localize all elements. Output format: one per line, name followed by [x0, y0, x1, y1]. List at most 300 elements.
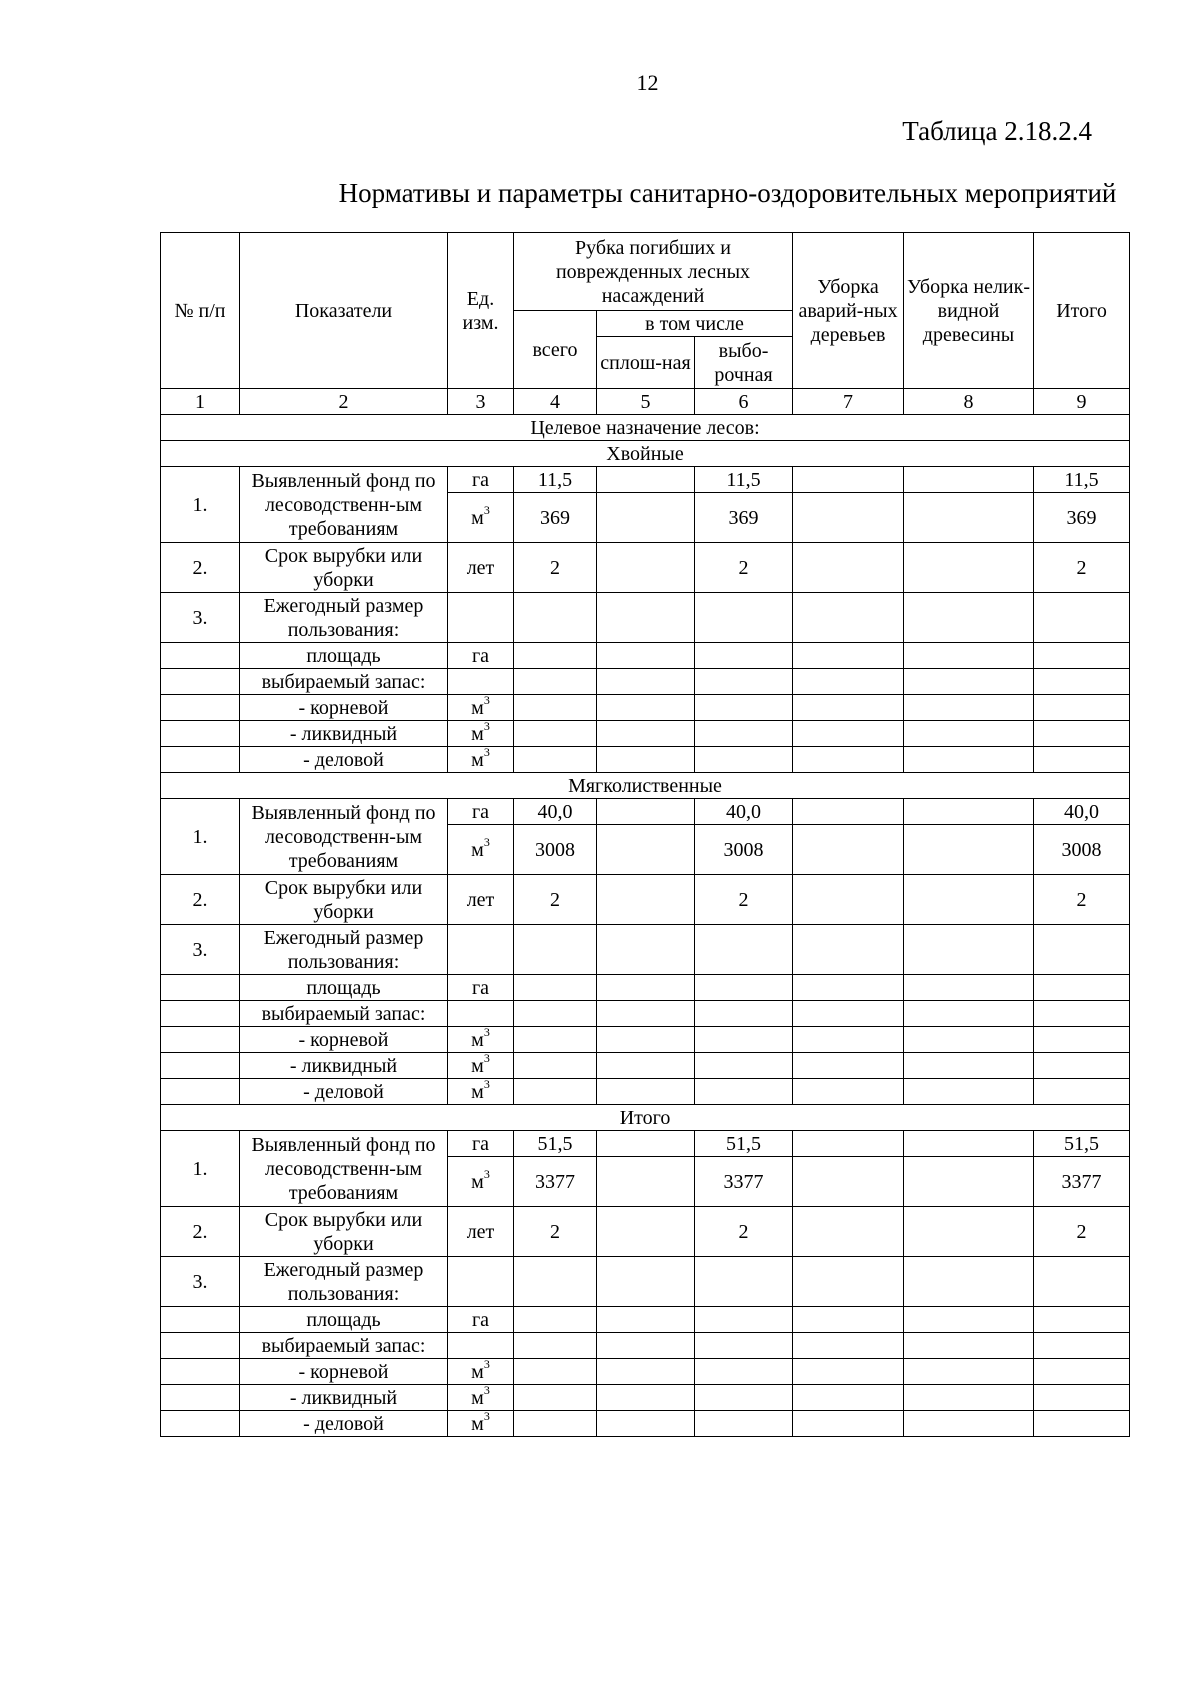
empty-cell: [904, 925, 1034, 975]
unit-m: м: [471, 722, 484, 745]
column-number: 4: [514, 389, 597, 415]
unit-cell: [448, 1382, 514, 1411]
unit-m: м: [471, 1170, 484, 1193]
header-clear: сплош-ная: [597, 337, 695, 389]
empty-cell: [514, 669, 597, 695]
unit-m: м: [471, 838, 484, 861]
empty-cell: [695, 1307, 793, 1333]
table-row: [161, 925, 1130, 975]
empty-cell: [161, 747, 240, 773]
empty-cell: [161, 1385, 240, 1411]
column-number: 3: [448, 389, 514, 415]
empty-cell: [597, 1207, 695, 1257]
empty-cell: [448, 1001, 514, 1027]
empty-cell: [597, 875, 695, 925]
header-nonliquid: Уборка нелик-видной древесины: [904, 233, 1034, 389]
unit-cell: [448, 1050, 514, 1079]
empty-cell: [1034, 593, 1130, 643]
empty-cell: [904, 1385, 1034, 1411]
indicator-label: Ежегодный размер пользования:: [240, 1257, 448, 1307]
header-indicators: Показатели: [240, 233, 448, 389]
empty-cell: [448, 669, 514, 695]
empty-cell: [695, 643, 793, 669]
empty-cell: [161, 1411, 240, 1437]
section-header: Итого: [161, 1105, 1130, 1131]
empty-cell: [597, 643, 695, 669]
unit-cell: [448, 1024, 514, 1053]
empty-cell: [904, 975, 1034, 1001]
empty-cell: [597, 1053, 695, 1079]
value-cell: 11,5: [695, 467, 793, 493]
value-cell: 3008: [1034, 825, 1130, 875]
table-row: [161, 695, 1130, 721]
column-number: 2: [240, 389, 448, 415]
unit-cell: [448, 1408, 514, 1437]
table-row: [161, 1079, 1130, 1105]
row-number: 1.: [161, 799, 240, 875]
value-cell: 40,0: [1034, 799, 1130, 825]
unit-m: м: [471, 696, 484, 719]
empty-cell: [514, 593, 597, 643]
table-row: [161, 1307, 1130, 1333]
value-cell: 2: [514, 543, 597, 593]
empty-cell: [161, 1079, 240, 1105]
empty-cell: [1034, 975, 1130, 1001]
empty-cell: [597, 1157, 695, 1207]
empty-cell: [1034, 1359, 1130, 1385]
empty-cell: [1034, 1001, 1130, 1027]
column-number: 5: [597, 389, 695, 415]
column-number: 7: [793, 389, 904, 415]
empty-cell: [597, 799, 695, 825]
empty-cell: [161, 975, 240, 1001]
indicator-label: площадь: [240, 643, 448, 669]
empty-cell: [1034, 721, 1130, 747]
empty-cell: [1034, 1027, 1130, 1053]
empty-cell: [695, 721, 793, 747]
empty-cell: [597, 1385, 695, 1411]
indicator-label: Срок вырубки или уборки: [240, 875, 448, 925]
value-cell: 40,0: [695, 799, 793, 825]
empty-cell: [904, 1207, 1034, 1257]
unit-cell: [448, 744, 514, 773]
empty-cell: [793, 695, 904, 721]
empty-cell: [695, 695, 793, 721]
unit-superscript: 3: [483, 718, 490, 733]
empty-cell: [597, 543, 695, 593]
indicator-label: - деловой: [240, 747, 448, 773]
empty-cell: [793, 1131, 904, 1157]
empty-cell: [514, 1385, 597, 1411]
table-row: [161, 669, 1130, 695]
empty-cell: [695, 1027, 793, 1053]
empty-cell: [514, 1079, 597, 1105]
empty-cell: [514, 1053, 597, 1079]
empty-cell: [1034, 1053, 1130, 1079]
table-row: [161, 1257, 1130, 1307]
header-selective: выбо-рочная: [695, 337, 793, 389]
empty-cell: [904, 1333, 1034, 1359]
column-number: 6: [695, 389, 793, 415]
unit-m: м: [471, 748, 484, 771]
unit-superscript: 3: [483, 1050, 490, 1065]
empty-cell: [793, 1385, 904, 1411]
value-cell: 2: [1034, 1207, 1130, 1257]
empty-cell: [904, 643, 1034, 669]
unit-superscript: 3: [483, 834, 490, 849]
empty-cell: [161, 1359, 240, 1385]
unit-m: м: [471, 1028, 484, 1051]
header-including: в том числе: [597, 311, 793, 337]
empty-cell: [793, 593, 904, 643]
empty-cell: [161, 669, 240, 695]
row-number: 3.: [161, 925, 240, 975]
indicator-label: Ежегодный размер пользования:: [240, 925, 448, 975]
empty-cell: [904, 825, 1034, 875]
unit-superscript: 3: [483, 692, 490, 707]
empty-cell: [904, 799, 1034, 825]
table-row: [161, 643, 1130, 669]
empty-cell: [514, 643, 597, 669]
empty-cell: [1034, 1307, 1130, 1333]
empty-cell: [514, 695, 597, 721]
table-row: [161, 747, 1130, 773]
empty-cell: [161, 643, 240, 669]
indicator-label: выбираемый запас:: [240, 1333, 448, 1359]
empty-cell: [904, 695, 1034, 721]
unit-m: м: [471, 1054, 484, 1077]
value-cell: 2: [1034, 875, 1130, 925]
norms-table: [160, 232, 1130, 1437]
empty-cell: [695, 1359, 793, 1385]
indicator-label: Ежегодный размер пользования:: [240, 593, 448, 643]
value-cell: 2: [695, 543, 793, 593]
indicator-label: - корневой: [240, 1027, 448, 1053]
empty-cell: [597, 721, 695, 747]
empty-cell: [793, 1307, 904, 1333]
empty-cell: [597, 669, 695, 695]
empty-cell: [161, 695, 240, 721]
empty-cell: [904, 1027, 1034, 1053]
row-number: 1.: [161, 1131, 240, 1207]
empty-cell: [793, 721, 904, 747]
empty-cell: [904, 543, 1034, 593]
empty-cell: [793, 799, 904, 825]
empty-cell: [793, 1359, 904, 1385]
row-number: 2.: [161, 1207, 240, 1257]
indicator-label: Срок вырубки или уборки: [240, 1207, 448, 1257]
empty-cell: [597, 975, 695, 1001]
unit-superscript: 3: [483, 1382, 490, 1397]
empty-cell: [597, 1131, 695, 1157]
indicator-label: - деловой: [240, 1411, 448, 1437]
empty-cell: [904, 1131, 1034, 1157]
value-cell: 51,5: [514, 1131, 597, 1157]
empty-cell: [514, 1307, 597, 1333]
indicator-label: - корневой: [240, 1359, 448, 1385]
unit-cell: лет: [448, 875, 514, 925]
unit-superscript: 3: [483, 502, 490, 517]
empty-cell: [514, 1411, 597, 1437]
unit-cell: лет: [448, 1207, 514, 1257]
section-header: Мягколиственные: [161, 773, 1130, 799]
column-number: 8: [904, 389, 1034, 415]
indicator-label: - корневой: [240, 695, 448, 721]
unit-cell: га: [448, 467, 514, 493]
empty-cell: [695, 1079, 793, 1105]
table-row: [161, 721, 1130, 747]
unit-superscript: 3: [483, 1356, 490, 1371]
table-row: [161, 543, 1130, 593]
row-number: 3.: [161, 1257, 240, 1307]
empty-cell: [448, 1333, 514, 1359]
empty-cell: [597, 925, 695, 975]
value-cell: 369: [695, 493, 793, 543]
empty-cell: [793, 1001, 904, 1027]
indicator-label: выбираемый запас:: [240, 669, 448, 695]
empty-cell: [695, 1053, 793, 1079]
unit-cell: лет: [448, 543, 514, 593]
unit-m: м: [471, 1360, 484, 1383]
empty-cell: [514, 721, 597, 747]
empty-cell: [597, 1079, 695, 1105]
empty-cell: [904, 467, 1034, 493]
unit-cell: [448, 718, 514, 747]
empty-cell: [695, 593, 793, 643]
empty-cell: [597, 747, 695, 773]
empty-cell: [695, 669, 793, 695]
table-row: [161, 1027, 1130, 1053]
value-cell: 3377: [695, 1157, 793, 1207]
empty-cell: [161, 1027, 240, 1053]
table-row: [161, 1105, 1130, 1131]
empty-cell: [448, 1257, 514, 1307]
page-number: 12: [636, 70, 659, 95]
empty-cell: [793, 925, 904, 975]
value-cell: 3377: [514, 1157, 597, 1207]
empty-cell: [1034, 643, 1130, 669]
value-cell: 40,0: [514, 799, 597, 825]
empty-cell: [597, 593, 695, 643]
empty-cell: [793, 669, 904, 695]
empty-cell: [1034, 1079, 1130, 1105]
empty-cell: [793, 1411, 904, 1437]
empty-cell: [161, 1333, 240, 1359]
unit-superscript: 3: [483, 1024, 490, 1039]
table-row: [161, 467, 1130, 493]
empty-cell: [1034, 1411, 1130, 1437]
empty-cell: [793, 875, 904, 925]
empty-cell: [793, 467, 904, 493]
table-row: [161, 875, 1130, 925]
header-num: № п/п: [161, 233, 240, 389]
empty-cell: [514, 1257, 597, 1307]
unit-m: м: [471, 1080, 484, 1103]
unit-cell: [448, 692, 514, 721]
header-unit: Ед. изм.: [448, 233, 514, 389]
table-row: [161, 1131, 1130, 1157]
empty-cell: [904, 1157, 1034, 1207]
empty-cell: [514, 925, 597, 975]
empty-cell: [695, 1257, 793, 1307]
indicator-label: Выявленный фонд по лесоводственн-ым требованиям: [240, 799, 448, 875]
empty-cell: [904, 1053, 1034, 1079]
empty-cell: [904, 875, 1034, 925]
unit-cell: [448, 1356, 514, 1385]
table-row: [161, 1333, 1130, 1359]
empty-cell: [597, 695, 695, 721]
value-cell: 369: [514, 493, 597, 543]
empty-cell: [904, 1079, 1034, 1105]
empty-cell: [904, 1359, 1034, 1385]
table-row: [161, 1385, 1130, 1411]
empty-cell: [1034, 747, 1130, 773]
column-number: 1: [161, 389, 240, 415]
empty-cell: [695, 1001, 793, 1027]
column-number: 9: [1034, 389, 1130, 415]
empty-cell: [793, 643, 904, 669]
empty-cell: [904, 1411, 1034, 1437]
table-label: Таблица 2.18.2.4: [902, 116, 1092, 146]
row-number: 2.: [161, 875, 240, 925]
empty-cell: [904, 1001, 1034, 1027]
empty-cell: [904, 493, 1034, 543]
empty-cell: [904, 747, 1034, 773]
unit-superscript: 3: [483, 1166, 490, 1181]
value-cell: 2: [514, 1207, 597, 1257]
unit-cell: [448, 1157, 514, 1207]
indicator-label: - ликвидный: [240, 721, 448, 747]
value-cell: 3008: [695, 825, 793, 875]
empty-cell: [161, 721, 240, 747]
page-title: Нормативы и параметры санитарно-оздоровительных мероприятий: [338, 178, 1117, 208]
empty-cell: [161, 1307, 240, 1333]
indicator-label: площадь: [240, 975, 448, 1001]
empty-cell: [904, 1307, 1034, 1333]
empty-cell: [793, 1207, 904, 1257]
empty-cell: [793, 1027, 904, 1053]
empty-cell: [597, 825, 695, 875]
indicator-label: площадь: [240, 1307, 448, 1333]
row-number: 1.: [161, 467, 240, 543]
empty-cell: [597, 467, 695, 493]
empty-cell: [1034, 695, 1130, 721]
unit-superscript: 3: [483, 1076, 490, 1091]
indicator-label: выбираемый запас:: [240, 1001, 448, 1027]
empty-cell: [448, 925, 514, 975]
empty-cell: [597, 1333, 695, 1359]
value-cell: 11,5: [1034, 467, 1130, 493]
unit-m: м: [471, 506, 484, 529]
empty-cell: [904, 669, 1034, 695]
table-row: [161, 1001, 1130, 1027]
empty-cell: [793, 1333, 904, 1359]
empty-cell: [793, 543, 904, 593]
empty-cell: [695, 975, 793, 1001]
unit-superscript: 3: [483, 1408, 490, 1423]
row-number: 2.: [161, 543, 240, 593]
empty-cell: [597, 1411, 695, 1437]
value-cell: 51,5: [1034, 1131, 1130, 1157]
empty-cell: [448, 593, 514, 643]
empty-cell: [793, 493, 904, 543]
empty-cell: [793, 747, 904, 773]
empty-cell: [514, 1027, 597, 1053]
column-numbers-row: [161, 389, 1130, 415]
header-emergency: Уборка аварий-ных деревьев: [793, 233, 904, 389]
empty-cell: [695, 925, 793, 975]
unit-m: м: [471, 1386, 484, 1409]
empty-cell: [695, 1385, 793, 1411]
table-row: [161, 799, 1130, 825]
empty-cell: [597, 1359, 695, 1385]
unit-cell: га: [448, 1307, 514, 1333]
empty-cell: [793, 1257, 904, 1307]
unit-cell: га: [448, 643, 514, 669]
empty-cell: [1034, 669, 1130, 695]
value-cell: 2: [1034, 543, 1130, 593]
empty-cell: [695, 747, 793, 773]
indicator-label: Выявленный фонд по лесоводственн-ым требованиям: [240, 1131, 448, 1207]
unit-cell: [448, 493, 514, 543]
empty-cell: [793, 825, 904, 875]
empty-cell: [514, 1333, 597, 1359]
unit-superscript: 3: [483, 744, 490, 759]
empty-cell: [904, 593, 1034, 643]
empty-cell: [793, 1079, 904, 1105]
table-row: [161, 1359, 1130, 1385]
unit-cell: га: [448, 1131, 514, 1157]
header-felling: Рубка погибших и поврежденных лесных насаждений: [514, 233, 793, 311]
empty-cell: [161, 1053, 240, 1079]
empty-cell: [904, 1257, 1034, 1307]
empty-cell: [597, 1257, 695, 1307]
row-number: 3.: [161, 593, 240, 643]
indicator-label: - деловой: [240, 1079, 448, 1105]
empty-cell: [1034, 925, 1130, 975]
section-header: Хвойные: [161, 441, 1130, 467]
indicator-label: - ликвидный: [240, 1053, 448, 1079]
indicator-label: Выявленный фонд по лесоводственн-ым требованиям: [240, 467, 448, 543]
empty-cell: [161, 1001, 240, 1027]
value-cell: 11,5: [514, 467, 597, 493]
indicator-label: - ликвидный: [240, 1385, 448, 1411]
indicator-label: Срок вырубки или уборки: [240, 543, 448, 593]
table-row: [161, 593, 1130, 643]
empty-cell: [597, 1307, 695, 1333]
unit-cell: [448, 1076, 514, 1105]
empty-cell: [793, 1053, 904, 1079]
value-cell: 2: [514, 875, 597, 925]
table-row: [161, 1411, 1130, 1437]
value-cell: 3377: [1034, 1157, 1130, 1207]
empty-cell: [695, 1333, 793, 1359]
table-row: [161, 1207, 1130, 1257]
unit-cell: га: [448, 799, 514, 825]
empty-cell: [904, 721, 1034, 747]
value-cell: 369: [1034, 493, 1130, 543]
empty-cell: [793, 975, 904, 1001]
value-cell: 2: [695, 875, 793, 925]
empty-cell: [1034, 1333, 1130, 1359]
table-row: [161, 773, 1130, 799]
empty-cell: [793, 1157, 904, 1207]
empty-cell: [514, 975, 597, 1001]
value-cell: 3008: [514, 825, 597, 875]
unit-m: м: [471, 1412, 484, 1435]
table-row: [161, 441, 1130, 467]
empty-cell: [597, 1001, 695, 1027]
